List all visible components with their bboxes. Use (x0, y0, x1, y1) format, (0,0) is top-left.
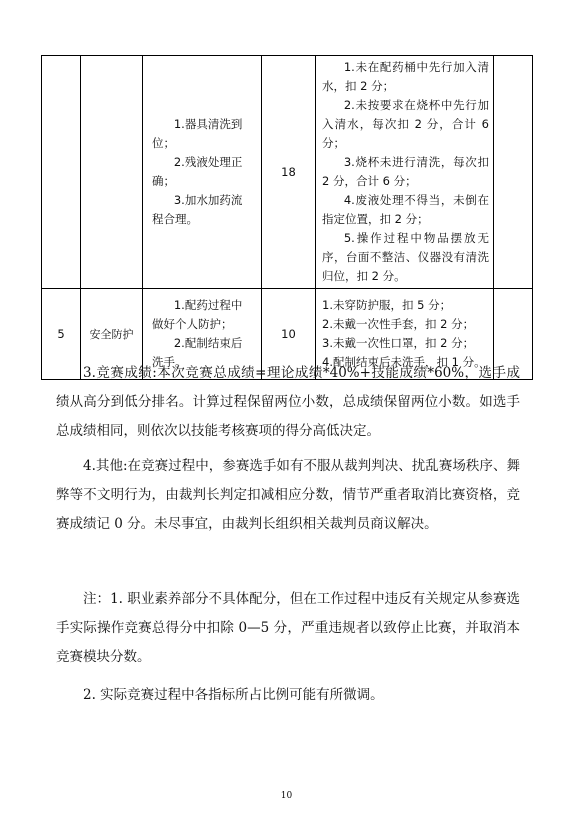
deduction-rule: 4.配制结束后未洗手，扣 1 分。 (322, 355, 486, 369)
deduction-rule: 2.未按要求在烧杯中先行加入清水，每次扣 2 分，合计 6 分； (322, 98, 489, 150)
criteria-item: 2.残液处理正确； (152, 155, 243, 188)
page-number: 10 (280, 791, 293, 801)
row-name-cell: 安全防护 (81, 289, 143, 380)
score-cell: 18 (262, 56, 316, 289)
other-rules-paragraph (56, 452, 520, 539)
deduction-rules-cell (316, 56, 494, 289)
deduction-rule: 3.未戴一次性口罩，扣 2 分； (322, 336, 475, 350)
deduction-rule: 3.烧杯未进行清洗，每次扣 2 分，合计 6 分； (322, 155, 489, 188)
paragraph-text: 2. 实际竞赛过程中各指标所占比例可能有所微调。 (83, 687, 384, 703)
criteria-item: 1.器具清洗到位； (152, 117, 243, 150)
scoring-table (41, 55, 533, 380)
paragraph-text: 3.竞赛成绩:本次竞赛总成绩=理论成绩*40%+技能成绩*60%，选手成绩从高分到低分排名。计算过程保留两位小数，总成绩保留两位小数。如选手总成绩相同，则依次以技能考核赛项的得分高低决定。 (56, 365, 520, 439)
competition-score-paragraph (56, 359, 520, 446)
row-name-cell (81, 56, 143, 289)
deduction-rule: 1.未穿防护服，扣 5 分； (322, 298, 452, 312)
criteria-cell (143, 56, 262, 289)
note-paragraph (56, 585, 520, 672)
score-cell: 10 (262, 289, 316, 380)
extra-cell (494, 56, 533, 289)
note-2-paragraph (56, 681, 520, 710)
criteria-item: 3.加水加药流程合理。 (152, 193, 243, 226)
paragraph-text: 4.其他:在竞赛过程中，参赛选手如有不服从裁判判决、扰乱赛场秩序、舞弊等不文明行为，由裁判长判定扣减相应分数，情节严重者取消比赛资格，竞赛成绩记 0 分。未尽事宜，由裁判长组织相关裁判员商议解决。 (56, 458, 520, 532)
deduction-rule: 5.操作过程中物品摆放无序，台面不整洁、仪器没有清洗归位，扣 2 分。 (322, 231, 489, 283)
paragraph-text: 注：1. 职业素养部分不具体配分，但在工作过程中违反有关规定从参赛选手实际操作竞赛总得分中扣除 0—5 分，严重违规者以致停止比赛，并取消本竞赛模块分数。 (56, 591, 520, 665)
row-number-cell (42, 56, 81, 289)
deduction-rule: 2.未戴一次性手套，扣 2 分； (322, 317, 475, 331)
deduction-rule: 4.废液处理不得当，未倒在指定位置，扣 2 分； (322, 193, 489, 226)
criteria-item: 2.配制结束后洗手。 (152, 336, 243, 369)
table-row (42, 56, 533, 289)
criteria-item: 1.配药过程中做好个人防护； (152, 298, 243, 331)
row-number-cell: 5 (42, 289, 81, 380)
deduction-rule: 1.未在配药桶中先行加入清水，扣 2 分； (322, 60, 489, 93)
